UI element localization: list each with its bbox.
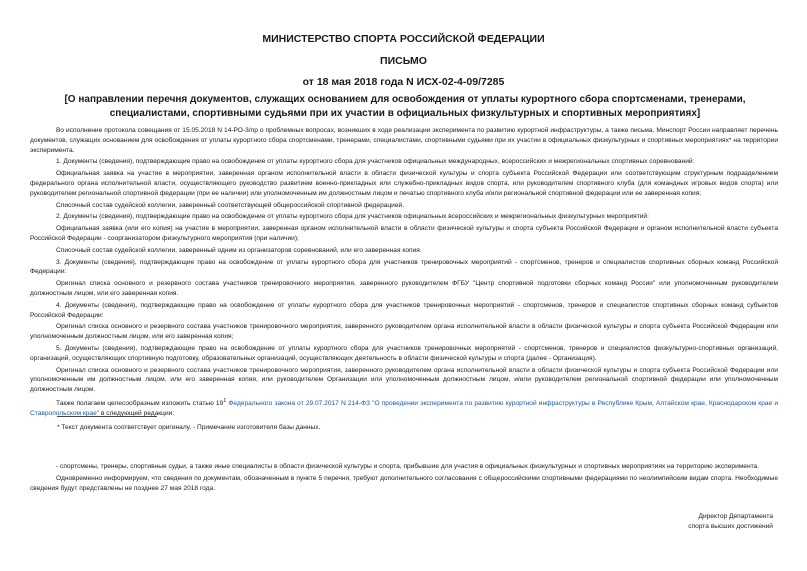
- paragraph: Оригинал списка основного и резервного состава участников тренировочного мероприятия, заверенного руководителем органа исполнительной власти в области физической культуры и спорта субъекта Российской Федерации или уполномоченным должностным лицом, или его заверенная копия;: [30, 323, 778, 341]
- paragraph: Списочный состав судейской коллегии, заверенный одним из организаторов соревнований, или его заверенная копия.: [56, 246, 422, 254]
- signature-block: [688, 512, 773, 532]
- signature-title: Директор Департамента: [698, 513, 773, 520]
- amendment-tail: в следующей редакции:: [100, 409, 175, 417]
- footnote-divider: [57, 416, 157, 417]
- paragraph: Официальная заявка (или его копия) на участие в мероприятии, заверенная органом исполнительной власти в области физической культуры и спорта субъекта Российской Федерации и органом исполнительной власти субъекта Российской Федерации - соорганизатором физкультурного мероприятия (при наличии);: [30, 225, 778, 242]
- paragraph: - спортсмены, тренеры, спортивные судьи, а также иные специалисты в области физической культуры и спорта, прибывшие для участия в официальных физкультурных и спортивных мероприятиях на территорию эксперимента.: [56, 463, 760, 470]
- paragraph: 5. Документы (сведения), подтверждающие право на освобождение от уплаты курортного сбора для участников тренировочных мероприятий - спортсменов, тренеров и специалистов физкультурно-спортивных организаций, организаций, осуществляющих спортивную подготовку, образовательных организаций, осуществляющих деятельность в области физической культуры и спорта (далее - Организация).: [30, 344, 778, 362]
- paragraph: 3. Документы (сведения), подтверждающие право на освобождение от уплаты курортного сбора для участников тренировочных мероприятий - спортсменов, тренеров и специалистов спортивных сборных команд Российской Федерации:: [30, 258, 778, 276]
- paragraph: 2. Документы (сведения), подтверждающие право на освобождение от уплаты курортного сбора для участников официальных всероссийских и межрегиональных физкультурных мероприятий:: [56, 213, 649, 221]
- paragraph: Одновременно информируем, что сведения по документам, обозначенным в пункте 5 перечня, требуют дополнительного согласования с общероссийскими спортивными федерациями по неолимпийским видам спорта. Необходимые сведения будут представлены не позднее 27 мая 2018 года.: [30, 474, 778, 492]
- document-body-continued: [30, 462, 778, 495]
- document-subject: [О направлении перечня документов, служащих основанием для освобождения от уплаты курортного сбора спортсменами, тренерами, специалистами, спортивными судьями при их участии в официальных физкультурных и спортивных мероприятиях]: [64, 94, 746, 119]
- footnote: * Текст документа соответствует оригиналу. - Примечание изготовителя базы данных.: [57, 424, 321, 431]
- article-superscript: 1: [223, 397, 227, 404]
- paragraph: Оригинал списка основного и резервного состава участников тренировочного мероприятия, заверенного руководителем органа исполнительной власти в области физической культуры и спорта субъекта Российской Федерации или уполномоченным им должностным лицом, или его заверенная копия, или руководителем Организации или уполномоченным должностным лицом, и/или руководителем региональной спортивной федерации или уполномоченным должностным лицом.: [30, 366, 778, 394]
- paragraph: Оригинал списка основного и резервного состава участников тренировочного мероприятия, заверенного руководителем ФГБУ "Центр спортивной подготовки сборных команд России" или уполномоченным руководителем должностным лицом, или его заверенная копия.: [30, 280, 778, 297]
- document-type: ПИСЬМО: [380, 55, 427, 67]
- paragraph: 4. Документы (сведения), подтверждающие право на освобождение от уплаты курортного сбора для участников тренировочных мероприятий - спортсменов, тренеров и специалистов спортивных сборных команд субъектов Российской Федерации:: [30, 301, 778, 319]
- federal-law-link[interactable]: Федерального закона от 29.07.2017 N 214-ФЗ "О проведении эксперимента по развитию курортной инфраструктуры в Республике Крым, Алтайском крае, Краснодарском крае и Ставропольском крае": [30, 400, 778, 417]
- document-number: от 18 мая 2018 года N ИСХ-02-4-09/7285: [302, 76, 505, 88]
- document-body: [30, 126, 778, 421]
- paragraph: Официальная заявка на участие в мероприятии, заверенная органом исполнительной власти в области физической культуры и спорта субъекта Российской Федерации или соответствующим структурным подразделением федерального органа исполнительной власти, осуществляющего руководство развитием военно-прикладных или служебно-прикладных видов спорта, или руководителем спортивного клуба (для командных игровых видов спорта) или руководителем региональной спортивной федерации (при ее наличии) или уполномоченным им должностным лицом и печатью спортивного клуба и/или региональной спортивной федерации или ее заверенная копия;: [30, 170, 778, 197]
- paragraph: Списочный состав судейской коллегии, заверенный соответствующей общероссийской спортивной федерацией.: [56, 201, 405, 209]
- amendment-text: Также полагаем целесообразным изложить статью 19: [56, 400, 224, 408]
- paragraph: Во исполнение протокола совещания от 15.05.2018 N 14-РО-3/пр о проблемных вопросах, возникших в ходе реализации эксперимента по развитию курортной инфраструктуры, а также письма, Минспорт России направляет перечень документов, служащих основанием для освобождения от уплаты курортного сбора спортсменами, тренерами, специалистами, спортивными судьями при их участии в официальных физкультурных и спортивных мероприятиях* на территории эксперимента.: [30, 127, 778, 154]
- ministry-heading: МИНИСТЕРСТВО СПОРТА РОССИЙСКОЙ ФЕДЕРАЦИИ: [262, 33, 545, 45]
- paragraph: 1. Документы (сведения), подтверждающие право на освобождение от уплаты курортного сбора для участников официальных международных, всероссийских и межрегиональных спортивных соревнований:: [56, 158, 695, 166]
- signature-department: спорта высших достижений: [688, 522, 773, 530]
